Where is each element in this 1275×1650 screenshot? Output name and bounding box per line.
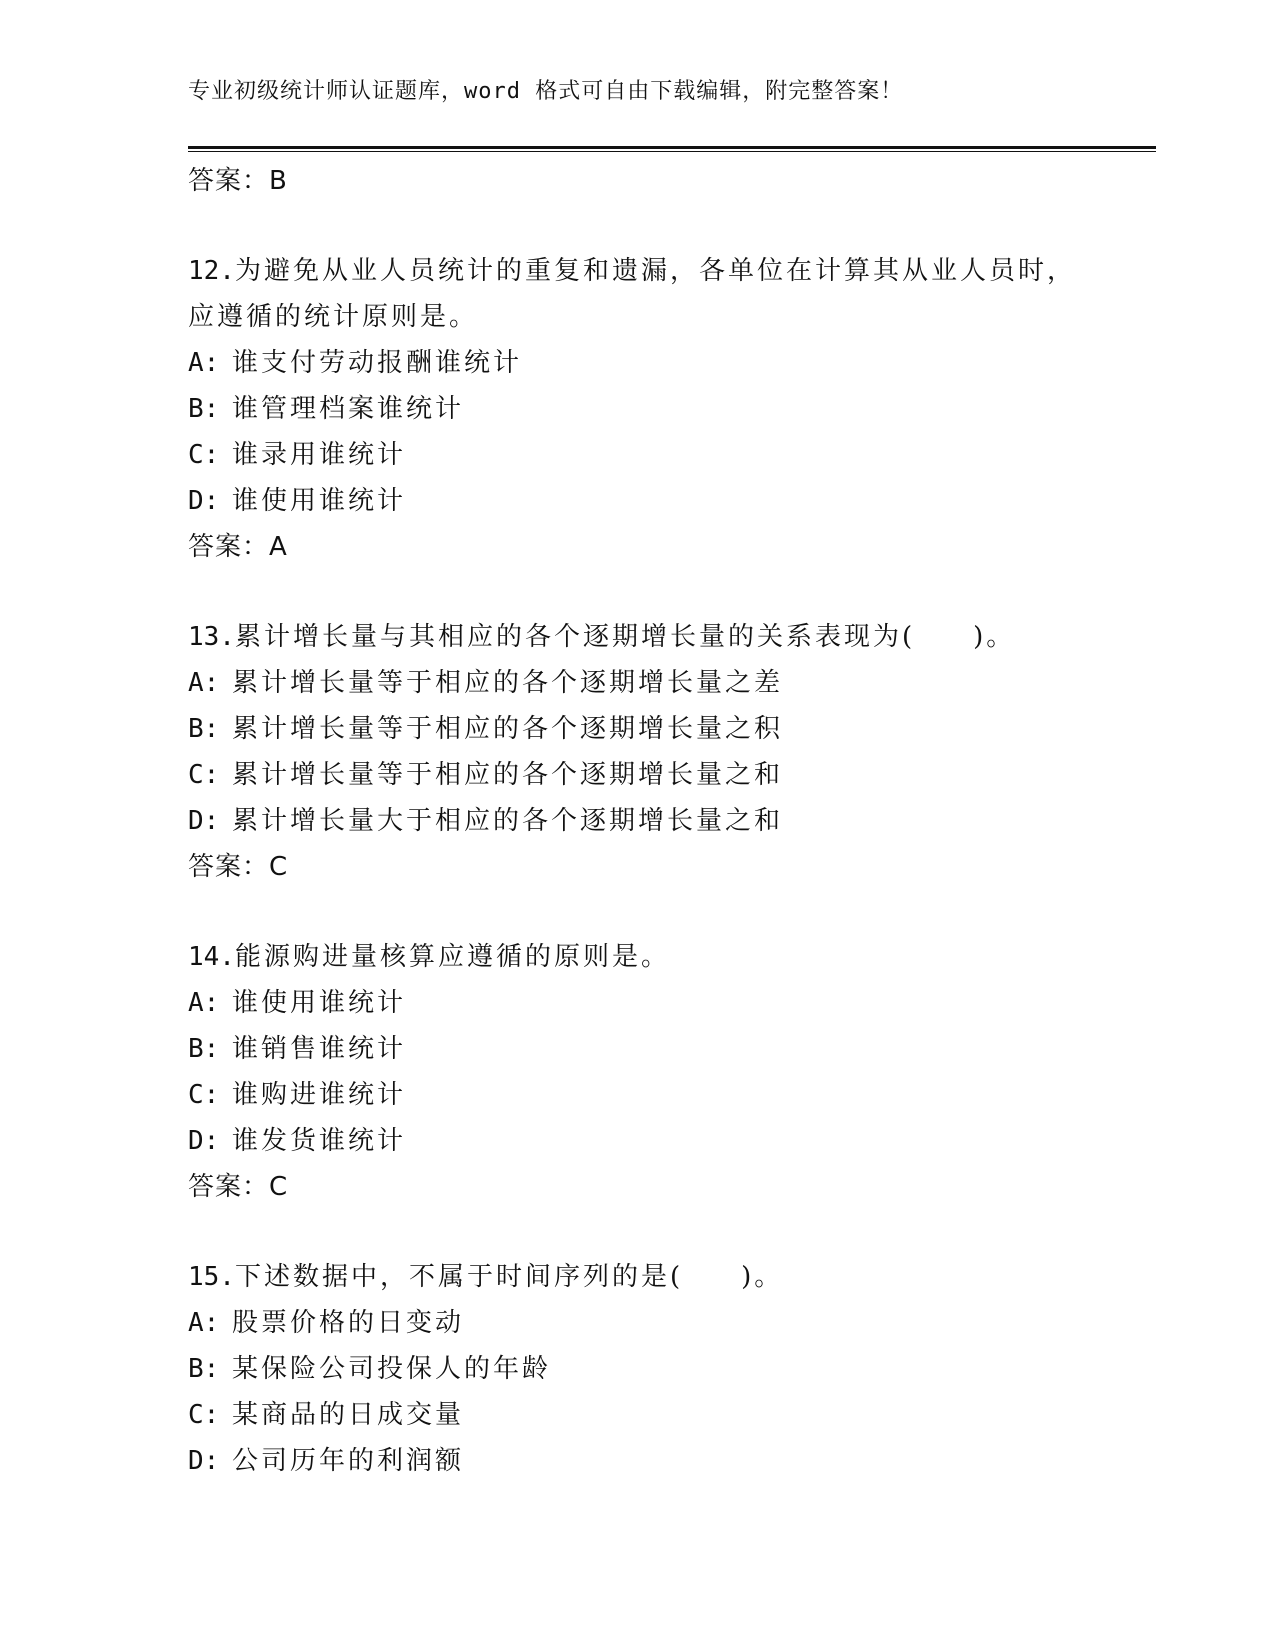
- question-block: [188, 934, 1156, 1210]
- option-letter: C:: [188, 1080, 220, 1110]
- option-text: 谁发货谁统计: [232, 1126, 407, 1156]
- question-stem: [188, 294, 1156, 340]
- question-stem: [188, 614, 1156, 660]
- question-number: 12.: [188, 256, 235, 286]
- option-text: 谁销售谁统计: [232, 1034, 407, 1064]
- answer-option: [188, 752, 1156, 798]
- question-stem-text: 应遵循的统计原则是。: [188, 302, 479, 332]
- page-header: 专业初级统计师认证题库，word 格式可自由下载编辑，附完整答案！: [188, 79, 904, 104]
- answer-option: [188, 706, 1156, 752]
- option-text: 某保险公司投保人的年龄: [232, 1354, 552, 1384]
- option-text: 谁使用谁统计: [232, 486, 407, 516]
- header-rule-thick: [188, 146, 1156, 149]
- question-stem-text: 下述数据中，不属于时间序列的是( )。: [234, 1262, 784, 1292]
- answer-option: [188, 1438, 1156, 1484]
- option-text: 公司历年的利润额: [232, 1446, 465, 1476]
- option-letter: C:: [188, 760, 220, 790]
- option-letter: C:: [188, 440, 220, 470]
- answer-option: [188, 798, 1156, 844]
- question-block: [188, 614, 1156, 890]
- question-stem-text: 为避免从业人员统计的重复和遗漏，各单位在计算其从业人员时，: [234, 256, 1076, 286]
- question-number: 14.: [188, 942, 235, 972]
- option-letter: D:: [188, 1446, 220, 1476]
- header-rule-thin: [188, 151, 1156, 152]
- question-list: [188, 158, 1156, 1484]
- option-letter: D:: [188, 1126, 220, 1156]
- option-letter: A:: [188, 668, 220, 698]
- question-stem-text: 累计增长量与其相应的各个逐期增长量的关系表现为( )。: [234, 622, 1016, 652]
- option-text: 谁购进谁统计: [232, 1080, 407, 1110]
- question-block: [188, 248, 1156, 570]
- previous-answer: 答案：B: [188, 166, 288, 196]
- option-letter: A:: [188, 348, 220, 378]
- answer-option: [188, 1118, 1156, 1164]
- answer-option: [188, 660, 1156, 706]
- question-answer: 答案：A: [188, 532, 288, 562]
- option-letter: B:: [188, 1354, 220, 1384]
- option-letter: A:: [188, 1308, 220, 1338]
- option-letter: B:: [188, 1034, 220, 1064]
- option-letter: D:: [188, 806, 220, 836]
- option-text: 谁管理档案谁统计: [232, 394, 465, 424]
- answer-option: [188, 478, 1156, 524]
- option-letter: B:: [188, 394, 220, 424]
- question-stem-text: 能源购进量核算应遵循的原则是。: [234, 942, 670, 972]
- option-text: 某商品的日成交量: [232, 1400, 465, 1430]
- question-answer: 答案：C: [188, 852, 289, 882]
- option-letter: D:: [188, 486, 220, 516]
- option-text: 谁支付劳动报酬谁统计: [232, 348, 523, 378]
- question-number: 13.: [188, 622, 235, 652]
- answer-option: [188, 1300, 1156, 1346]
- option-text: 谁使用谁统计: [232, 988, 407, 1018]
- question-stem: [188, 934, 1156, 980]
- answer-option: [188, 1026, 1156, 1072]
- option-text: 累计增长量等于相应的各个逐期增长量之和: [232, 760, 784, 790]
- option-text: 谁录用谁统计: [232, 440, 407, 470]
- answer-option: [188, 1346, 1156, 1392]
- question-number: 15.: [188, 1262, 235, 1292]
- option-letter: A:: [188, 988, 220, 1018]
- answer-option: [188, 1392, 1156, 1438]
- question-stem: [188, 1254, 1156, 1300]
- answer-option: [188, 1072, 1156, 1118]
- option-text: 股票价格的日变动: [232, 1308, 465, 1338]
- answer-option: [188, 432, 1156, 478]
- answer-option: [188, 980, 1156, 1026]
- option-text: 累计增长量等于相应的各个逐期增长量之积: [232, 714, 784, 744]
- option-letter: C:: [188, 1400, 220, 1430]
- answer-option: [188, 340, 1156, 386]
- answer-option: [188, 386, 1156, 432]
- question-answer: 答案：C: [188, 1172, 289, 1202]
- option-text: 累计增长量等于相应的各个逐期增长量之差: [232, 668, 784, 698]
- option-letter: B:: [188, 714, 220, 744]
- question-block: [188, 1254, 1156, 1484]
- question-stem: [188, 248, 1156, 294]
- option-text: 累计增长量大于相应的各个逐期增长量之和: [232, 806, 784, 836]
